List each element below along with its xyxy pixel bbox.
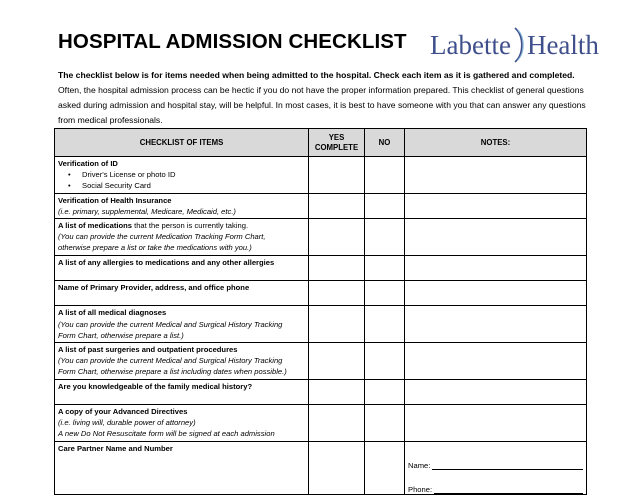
table-header-row <box>55 129 587 157</box>
table-row <box>55 343 587 380</box>
item-heading <box>58 443 305 454</box>
item-heading-bold: A list of any allergies to medications and any other allergies <box>58 257 275 267</box>
item-note: (i.e. primary, supplemental, Medicare, Medicaid, etc.) <box>58 206 236 216</box>
header-no: NO <box>365 129 405 157</box>
table-row <box>55 379 587 404</box>
item-heading <box>58 220 305 231</box>
table-row <box>55 193 587 218</box>
notes-field-blank[interactable] <box>434 484 583 494</box>
no-checkbox-cell[interactable] <box>365 306 405 343</box>
yes-complete-checkbox-cell[interactable] <box>309 441 365 494</box>
checklist-item-cell <box>55 219 309 256</box>
blank-line <box>58 454 305 465</box>
notes-cell[interactable] <box>405 255 587 280</box>
no-checkbox-cell[interactable] <box>365 219 405 256</box>
intro-bold: The checklist below is for items needed when being admitted to the hospital. Check each item as it is gathered and completed. <box>58 70 575 80</box>
yes-complete-checkbox-cell[interactable] <box>309 281 365 306</box>
notes-cell[interactable] <box>405 343 587 380</box>
item-heading <box>58 257 305 268</box>
notes-cell[interactable] <box>405 441 587 494</box>
notes-field-line[interactable] <box>408 456 583 470</box>
header-notes: NOTES: <box>405 129 587 157</box>
item-note: (You can provide the current Medical and Surgical History Tracking <box>58 356 283 366</box>
table-row <box>55 255 587 280</box>
item-heading-bold: A copy of your Advanced Directives <box>58 407 188 417</box>
table-row <box>55 219 587 256</box>
item-heading-bold: Care Partner Name and Number <box>58 443 173 453</box>
bullet-item: • Driver's License or photo ID <box>58 169 305 180</box>
item-note: A new Do Not Resuscitate form will be signed at each admission <box>58 429 275 439</box>
item-note: (You can provide the current Medication Tracking Form Chart, <box>58 232 266 242</box>
bullet-item: • Social Security Card <box>58 180 305 191</box>
intro-normal: Often, the hospital admission process can be hectic if you do not have the proper information prepared. This checklist of general questions asked during admission and hospital stay, will be helpful. In most cases, it is best to have someone with you that can answer any questions from medical professionals. <box>58 85 586 125</box>
item-heading-bold: A list of medications <box>58 221 132 231</box>
checklist-item-cell <box>55 343 309 380</box>
no-checkbox-cell[interactable] <box>365 405 405 442</box>
no-checkbox-cell[interactable] <box>365 343 405 380</box>
page-title: HOSPITAL ADMISSION CHECKLIST <box>58 30 407 53</box>
item-heading-bold: Are you knowledgeable of the family medical history? <box>58 381 253 391</box>
notes-cell[interactable] <box>405 306 587 343</box>
no-checkbox-cell[interactable] <box>365 193 405 218</box>
yes-complete-checkbox-cell[interactable] <box>309 405 365 442</box>
table-row <box>55 405 587 442</box>
item-heading <box>58 282 305 293</box>
item-heading <box>58 406 305 417</box>
item-note: (You can provide the current Medical and Surgical History Tracking <box>58 319 283 329</box>
item-heading-bold: A list of past surgeries and outpatient procedures <box>58 345 238 355</box>
yes-complete-checkbox-cell[interactable] <box>309 255 365 280</box>
yes-complete-checkbox-cell[interactable] <box>309 219 365 256</box>
item-heading <box>58 195 305 206</box>
item-heading <box>58 381 305 392</box>
checklist-item-cell <box>55 379 309 404</box>
no-checkbox-cell[interactable] <box>365 255 405 280</box>
item-note: Form Chart, otherwise prepare a list.) <box>58 330 184 340</box>
item-note: (i.e. living will, durable power of attorney) <box>58 418 196 428</box>
notes-cell[interactable] <box>405 379 587 404</box>
item-note: otherwise prepare a list or take the medications with you.) <box>58 243 252 253</box>
notes-cell[interactable] <box>405 405 587 442</box>
item-heading <box>58 158 305 169</box>
blank-line <box>58 268 305 279</box>
notes-field-label: Phone: <box>408 484 433 494</box>
blank-line <box>58 465 305 476</box>
no-checkbox-cell[interactable] <box>365 281 405 306</box>
notes-cell[interactable] <box>405 281 587 306</box>
checklist-item-cell <box>55 281 309 306</box>
checklist-table <box>54 128 587 495</box>
table-row <box>55 281 587 306</box>
checklist-item-cell <box>55 157 309 194</box>
checklist-item-cell <box>55 306 309 343</box>
item-heading-bold: A list of all medical diagnoses <box>58 308 167 318</box>
item-heading-rest: that the person is currently taking. <box>131 221 249 231</box>
intro-paragraph <box>58 68 588 128</box>
yes-complete-checkbox-cell[interactable] <box>309 193 365 218</box>
blank-line <box>58 293 305 304</box>
checklist-item-cell <box>55 441 309 494</box>
notes-cell[interactable] <box>405 157 587 194</box>
notes-field-label: Name: <box>408 460 431 470</box>
no-checkbox-cell[interactable] <box>365 379 405 404</box>
no-checkbox-cell[interactable] <box>365 441 405 494</box>
table-row <box>55 441 587 494</box>
yes-complete-checkbox-cell[interactable] <box>309 379 365 404</box>
yes-complete-checkbox-cell[interactable] <box>309 306 365 343</box>
header-yes-line1: YES <box>328 132 345 142</box>
notes-cell[interactable] <box>405 219 587 256</box>
notes-field-line[interactable] <box>408 480 583 494</box>
blank-line <box>58 392 305 403</box>
item-heading-bold: Verification of Health Insurance <box>58 195 172 205</box>
item-heading <box>58 307 305 318</box>
logo-text-left: Labette <box>430 29 511 60</box>
item-note: Form Chart, otherwise prepare a list including dates when possible.) <box>58 367 287 377</box>
yes-complete-checkbox-cell[interactable] <box>309 343 365 380</box>
yes-complete-checkbox-cell[interactable] <box>309 157 365 194</box>
checklist-item-cell <box>55 255 309 280</box>
item-heading-bold: Name of Primary Provider, address, and office phone <box>58 283 250 293</box>
header-yes-line2: COMPLETE <box>314 142 359 152</box>
notes-field-blank[interactable] <box>432 460 583 470</box>
checklist-item-cell <box>55 193 309 218</box>
header-yes-complete <box>309 129 365 157</box>
table-row <box>55 157 587 194</box>
care-partner-fields <box>408 442 583 494</box>
logo-swoosh-icon <box>512 26 526 64</box>
table-row <box>55 306 587 343</box>
notes-cell[interactable] <box>405 193 587 218</box>
item-heading <box>58 344 305 355</box>
item-heading-bold: Verification of ID <box>58 159 118 168</box>
no-checkbox-cell[interactable] <box>365 157 405 194</box>
checklist-item-cell <box>55 405 309 442</box>
blank-line <box>58 476 305 487</box>
header-checklist-items: CHECKLIST OF ITEMS <box>55 129 309 157</box>
labette-health-logo <box>430 26 599 64</box>
logo-text-right: Health <box>526 29 599 60</box>
